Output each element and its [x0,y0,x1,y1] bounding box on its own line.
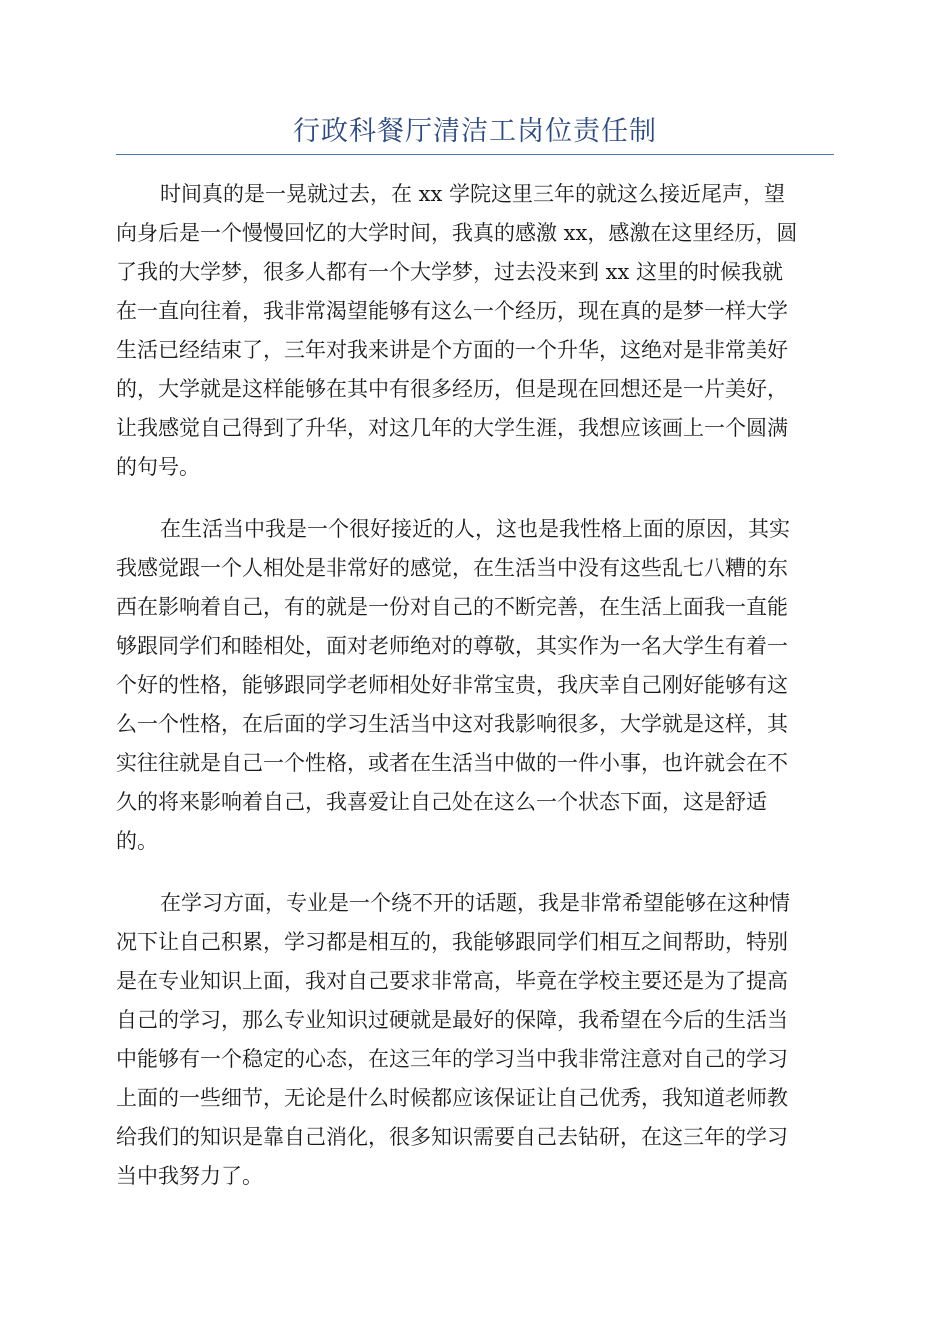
paragraph-line: 在一直向往着，我非常渴望能够有这么一个经历，现在真的是梦一样大学 [116,299,788,323]
paragraph-3 [116,884,834,1196]
paragraph-line: 向身后是一个慢慢回忆的大学时间，我真的感激 xx，感激在这里经历，圆 [116,221,798,245]
paragraph-line: 实往往就是自己一个性格，或者在生活当中做的一件小事，也许就会在不 [116,751,788,775]
paragraph-line: 上面的一些细节，无论是什么时候都应该保证让自己优秀，我知道老师教 [116,1086,788,1110]
paragraph-line: 让我感觉自己得到了升华，对这几年的大学生涯，我想应该画上一个圆满 [116,416,788,440]
paragraph-line: 时间真的是一晃就过去，在 xx 学院这里三年的就这么接近尾声，望 [160,182,786,206]
paragraph-line: 么一个性格，在后面的学习生活当中这对我影响很多，大学就是这样，其 [116,712,788,736]
paragraph-line: 的句号。 [116,455,200,479]
paragraph-line: 个好的性格，能够跟同学老师相处好非常宝贵，我庆幸自己刚好能够有这 [116,673,788,697]
paragraph-line: 在学习方面，专业是一个绕不开的话题，我是非常希望能够在这种情 [160,891,790,915]
paragraph-1 [116,175,834,487]
paragraph-line: 久的将来影响着自己，我喜爱让自己处在这么一个状态下面，这是舒适 [116,790,767,814]
paragraph-line: 了我的大学梦，很多人都有一个大学梦，过去没来到 xx 这里的时候我就 [116,260,784,284]
paragraph-2 [116,510,834,861]
paragraph-line: 给我们的知识是靠自己消化，很多知识需要自己去钻研，在这三年的学习 [116,1125,788,1149]
paragraph-line: 自己的学习，那么专业知识过硬就是最好的保障，我希望在今后的生活当 [116,1008,788,1032]
paragraph-line: 的。 [116,829,158,853]
paragraph-line: 中能够有一个稳定的心态，在这三年的学习当中我非常注意对自己的学习 [116,1047,788,1071]
paragraph-line: 西在影响着自己，有的就是一份对自己的不断完善，在生活上面我一直能 [116,595,788,619]
paragraph-line: 生活已经结束了，三年对我来讲是个方面的一个升华，这绝对是非常美好 [116,338,788,362]
paragraph-line: 的，大学就是这样能够在其中有很多经历，但是现在回想还是一片美好， [116,377,788,401]
paragraph-line: 况下让自己积累，学习都是相互的，我能够跟同学们相互之间帮助，特别 [116,930,788,954]
paragraph-line: 在生活当中我是一个很好接近的人，这也是我性格上面的原因，其实 [160,517,790,541]
document-body [116,175,834,1219]
paragraph-line: 当中我努力了。 [116,1164,263,1188]
paragraph-line: 我感觉跟一个人相处是非常好的感觉，在生活当中没有这些乱七八糟的东 [116,556,788,580]
paragraph-line: 够跟同学们和睦相处，面对老师绝对的尊敬，其实作为一名大学生有着一 [116,634,788,658]
title-underline [116,154,834,155]
document-title: 行政科餐厅清洁工岗位责任制 [293,116,657,147]
paragraph-line: 是在专业知识上面，我对自己要求非常高，毕竟在学校主要还是为了提高 [116,969,788,993]
